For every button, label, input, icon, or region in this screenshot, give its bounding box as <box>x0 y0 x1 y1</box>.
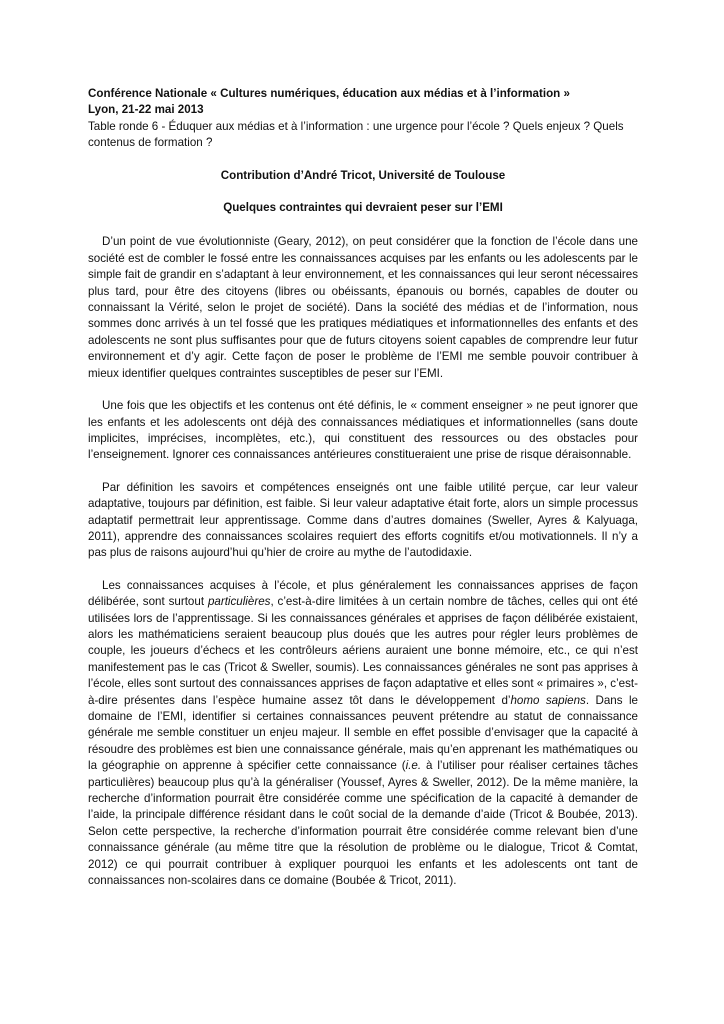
document-subtitle: Quelques contraintes qui devraient peser sur l’EMI <box>223 201 503 215</box>
paragraph-4-emphasis-ie: i.e. <box>405 759 422 773</box>
paragraph-2: Une fois que les objectifs et les contenus ont été définis, le « comment enseigner » ne peut ignorer que les enfants et les adolescents ont déjà des connaissances médiatiques et informationnelles (sans doute implicites, imprécises, incomplètes, etc.), qui constituent des ressources ou des obstacles pour l’enseignement. Ignorer ces connaissances antérieures constitueraient une prise de risque déraisonnable. <box>88 399 638 462</box>
paragraph-4-text-c: . Dans le domaine de l’EMI, identifier si certaines connaissances peuvent prétendre au statut de connaissance générale me semble constituer un enjeu majeur. Il semble en effet possible d’envisager que la capacité à résoudre des problèmes est bien une connaissance générale, mais qu’en apprenant les mathématiques ou la géographie on apprenne à spécifier cette connaissance ( <box>88 693 638 773</box>
paragraph-1: D’un point de vue évolutionniste (Geary, 2012), on peut considérer que la fonction de l’école dans une société est de combler le fossé entre les connaissances acquises par les enfants ou les adolescents par le simple fait de grandir en s’adaptant à leur environnement, et les connaissances qui leur seront nécessaires plus tard, pour être des citoyens (libres ou obéissants, épanouis ou bornés, capables de douter ou connaissant la Vérité, selon le projet de société). Dans la société des médias et de l’information, nous sommes donc arrivés à un tel fossé que les pratiques médiatiques et informationnelles des enfants et des adolescents ne sont plus suffisantes pour que de futurs citoyens soient capables de comprendre leur futur environnement et d’y agir. Cette façon de poser le problème de l’EMI me semble pouvoir contribuer à mieux identifier quelques contraintes susceptibles de peser sur l’EMI. <box>88 235 638 380</box>
conference-place-date: Lyon, 21-22 mai 2013 <box>88 103 204 117</box>
paragraph-4-emphasis-particulieres: particulières <box>207 595 271 609</box>
conference-title: Conférence Nationale « Cultures numériques, éducation aux médias et à l’information » <box>88 87 570 100</box>
document-page <box>88 86 638 889</box>
paragraph-4-emphasis-homo-sapiens: homo sapiens <box>510 693 586 707</box>
paragraph-4-text-b: , c’est-à-dire limitées à un certain nombre de tâches, celles qui ont été utilisées lors de l’apprentissage. Si les connaissances générales et apprises de façon délibérée existaient, alors les mathématiciens seraient beaucoup plus doués que les autres pour régler leurs problèmes de couple, les joueurs d’échecs et les contrôleurs aériens auraient une bonne mémoire, etc., ce qui n’est manifestement pas le cas (Tricot & Sweller, soumis). Les connaissances générales ne sont pas apprises à l’école, elles sont surtout des connaissances apprises de façon adaptative et elles sont « primaires », c’est-à-dire présentes dans l’espèce humaine assez tôt dans le développement d’ <box>88 595 638 707</box>
round-table-title: Table ronde 6 - Éduquer aux médias et à l’information : une urgence pour l’école ? Quels enjeux ? Quels contenus de formation ? <box>88 119 624 150</box>
paragraph-4-text-a: Les connaissances acquises à l’école, et plus généralement les connaissances apprises de façon délibérée, sont surtout <box>88 578 638 609</box>
paragraph-4 <box>88 578 638 890</box>
contribution-author: Contribution d’André Tricot, Université de Toulouse <box>220 168 506 182</box>
paragraph-3: Par définition les savoirs et compétences enseignés ont une faible utilité perçue, car leur valeur adaptative, toujours par définition, est faible. Si leur valeur adaptative était forte, alors un simple processus adaptatif permettrait leur apprentissage. Comme dans d’autres domaines (Sweller, Ayres & Kalyuaga, 2011), apprendre des connaissances scolaires requiert des efforts cognitifs et/ou motivationnels. Il n’y a pas plus de raisons aujourd’hui qu’hier de croire au mythe de l’autodidaxie. <box>88 480 638 560</box>
document-header <box>88 86 638 152</box>
paragraph-4-text-d: à l’utiliser pour réaliser certaines tâches particulières) beaucoup plus qu’à la généraliser (Youssef, Ayres & Sweller, 2012). De la même manière, la recherche d’information pourrait être considérée comme une spécification de la capacité à demander de l’aide, la principale différence résidant dans le coût social de la demande d’aide (Tricot & Boubée, 2013). Selon cette perspective, la recherche d’information pourrait être considérée comme relevant bien d’une connaissance générale (au même titre que la résolution de problème ou le dialogue, Tricot & Comtat, 2012) ce qui pourrait contribuer à expliquer pourquoi les enfants et les adolescents ont tant de connaissances non-scolaires dans ce domaine (Boubée & Tricot, 2011). <box>88 759 638 888</box>
